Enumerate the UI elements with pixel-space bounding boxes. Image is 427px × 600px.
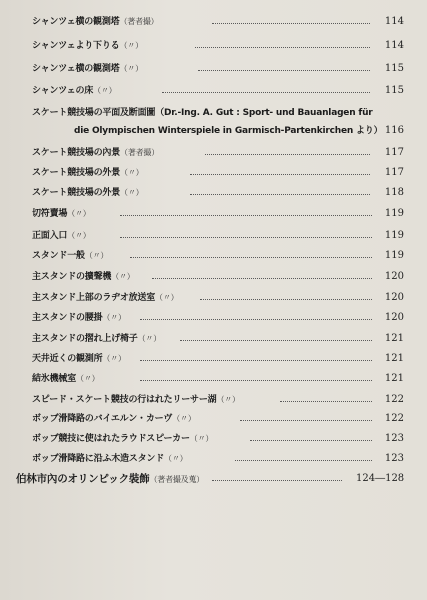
dot-leader <box>212 480 342 481</box>
toc-entry-photo-credit: （〃） <box>119 41 143 50</box>
toc-page-number: 121 <box>384 333 404 344</box>
toc-entry <box>0 330 427 348</box>
toc-entry <box>0 205 427 223</box>
toc-entry-title: スケート競技場の外景（〃） <box>32 168 144 178</box>
dot-leader <box>140 360 372 361</box>
toc-page-number: 114 <box>384 40 404 51</box>
dot-leader <box>205 154 370 155</box>
toc-entry-title: ボッブ滑降路に沿ふ木造スタンド（〃） <box>32 454 188 464</box>
toc-entry-photo-credit: （〃） <box>67 209 91 218</box>
dot-leader <box>120 215 372 216</box>
toc-entry-photo-credit: （著者撮） <box>120 148 160 157</box>
toc-entry <box>0 247 427 265</box>
toc-page-number: 119 <box>384 230 404 241</box>
toc-entry-title: 伯林市內のオリンピック裝飾（著者撮及蒐） <box>16 473 205 485</box>
toc-page-number: 117 <box>384 147 404 158</box>
dot-leader <box>200 299 372 300</box>
toc-entry-title: 主スタンドの擴聲機（〃） <box>32 272 135 282</box>
toc-entry <box>0 309 427 327</box>
toc-entry-title: die Olympischen Winterspiele in Garmisch-Partenkirchen より） <box>74 126 383 136</box>
dot-leader <box>152 278 372 279</box>
dot-leader <box>235 460 372 461</box>
toc-entry <box>0 227 427 245</box>
toc-page-number: 122 <box>384 413 404 424</box>
toc-page-number: 124―128 <box>356 473 405 484</box>
toc-entry <box>0 268 427 286</box>
toc-entry-title: ボッブ競技に使はれたラウドスピーカー（〃） <box>32 434 214 444</box>
dot-leader <box>195 47 370 48</box>
toc-entry-photo-credit: （〃） <box>189 434 214 443</box>
toc-entry <box>0 122 427 140</box>
toc-entry-title: 結氷機械室（〃） <box>32 374 100 384</box>
toc-page-number: 120 <box>384 312 404 323</box>
toc-entry-title: 切符賣場（〃） <box>32 209 91 219</box>
toc-entry-title: スケート競技場の內景（著者撮） <box>32 148 160 158</box>
toc-entry <box>0 82 427 100</box>
toc-entry-photo-credit: （著者撮） <box>119 17 159 26</box>
toc-entry-title: 正面入口（〃） <box>32 231 91 241</box>
toc-entry-title: ボッブ滑降路のバイエルン・カーヴ（〃） <box>32 414 196 424</box>
toc-page-number: 116 <box>384 125 404 136</box>
toc-entry-photo-credit: （〃） <box>102 354 126 363</box>
toc-page-number: 122 <box>384 394 404 405</box>
toc-entry-title: シャンツェより下りる（〃） <box>32 41 143 51</box>
toc-entry-photo-credit: （〃） <box>120 188 144 197</box>
toc-entry <box>0 430 427 448</box>
toc-page-number: 123 <box>384 433 404 444</box>
toc-page-number: 117 <box>384 167 404 178</box>
toc-entry-title: スタンド一般（〃） <box>32 251 109 261</box>
dot-leader <box>130 257 372 258</box>
toc-entry <box>0 391 427 409</box>
toc-entry <box>0 164 427 182</box>
toc-page-number: 120 <box>384 292 404 303</box>
toc-page-number: 114 <box>384 16 404 27</box>
toc-entry-photo-credit: （〃） <box>137 334 162 343</box>
dot-leader <box>212 23 370 24</box>
toc-entry-title: シャンツェ横の観測塔（〃） <box>32 64 143 74</box>
toc-entry-photo-credit: （〃） <box>172 414 196 423</box>
dot-leader <box>190 194 370 195</box>
dot-leader <box>162 92 370 93</box>
dot-leader <box>280 401 372 402</box>
toc-page-number: 118 <box>384 187 404 198</box>
toc-entry-photo-credit: （〃） <box>119 64 143 73</box>
toc-entry-photo-credit: （〃） <box>155 293 179 302</box>
toc-page-number: 123 <box>384 453 404 464</box>
toc-page-number: 115 <box>384 85 404 96</box>
toc-entry <box>0 370 427 388</box>
toc-page-number: 121 <box>384 353 404 364</box>
dot-leader <box>140 319 372 320</box>
dot-leader <box>180 340 372 341</box>
toc-entry-photo-credit: （〃） <box>216 395 240 404</box>
toc-page-number: 120 <box>384 271 404 282</box>
toc-entry-title: シャンツェの床（〃） <box>32 86 117 96</box>
dot-leader <box>250 440 372 441</box>
toc-entry-photo-credit: （〃） <box>120 168 144 177</box>
toc-entry-title: スケート競技場の平面及断面圖（Dr.-Ing. A. Gut : Sport- und Bauanlagen für <box>32 108 373 118</box>
toc-entry-photo-credit: （〃） <box>76 374 100 383</box>
toc-entry-title: 主スタンドの腰掛（〃） <box>32 313 126 323</box>
toc-entry-photo-credit: （著者撮及蒐） <box>149 475 205 484</box>
toc-entry-title: 天井近くの観測所（〃） <box>32 354 126 364</box>
toc-page-number: 115 <box>384 63 404 74</box>
toc-entry-photo-credit: （〃） <box>84 251 109 260</box>
dot-leader <box>120 237 372 238</box>
dot-leader <box>198 70 370 71</box>
toc-entry-photo-credit: （〃） <box>93 86 117 95</box>
dot-leader <box>190 174 370 175</box>
toc-entry-photo-credit: （〃） <box>111 272 135 281</box>
toc-entry <box>0 470 427 488</box>
toc-entry <box>0 104 427 122</box>
toc-entry <box>0 350 427 368</box>
toc-page-number: 119 <box>384 208 404 219</box>
dot-leader <box>240 420 372 421</box>
toc-entry <box>0 184 427 202</box>
toc-page-number: 121 <box>384 373 404 384</box>
toc-entry <box>0 289 427 307</box>
toc-entry <box>0 144 427 162</box>
toc-entry <box>0 450 427 468</box>
toc-entry-photo-credit: （〃） <box>67 231 91 240</box>
toc-entry-photo-credit: （〃） <box>164 454 188 463</box>
toc-entry-photo-credit: （〃） <box>102 313 126 322</box>
dot-leader <box>140 380 372 381</box>
toc-entry <box>0 60 427 78</box>
toc-entry <box>0 410 427 428</box>
toc-entry-title: 主スタンドの摺れ上げ椅子（〃） <box>32 334 162 344</box>
toc-entry <box>0 13 427 31</box>
toc-entry <box>0 37 427 55</box>
toc-page-number: 119 <box>384 250 404 261</box>
toc-entry-title: シャンツェ横の観測塔（著者撮） <box>32 17 159 27</box>
toc-entry-title: スケート競技場の外景（〃） <box>32 188 144 198</box>
toc-entry-title: 主スタンド上部のラヂオ放送室（〃） <box>32 293 179 303</box>
toc-entry-title: スピード・スケート競技の行はれたリーサー湖（〃） <box>32 395 240 405</box>
